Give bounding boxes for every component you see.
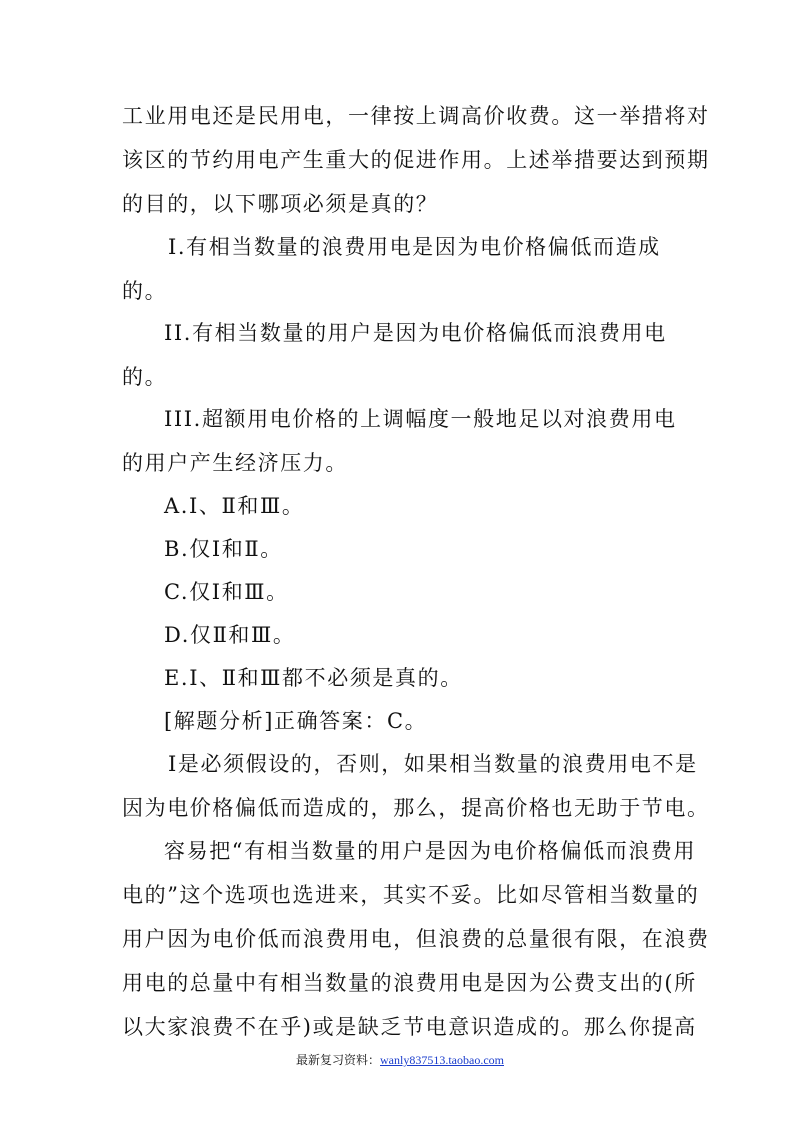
option-a: A.Ⅰ、Ⅱ和Ⅲ。 [164,494,305,518]
analysis-line: 用户因为电价低而浪费用电，但浪费的总量很有限，在浪费 [122,927,710,951]
body-line: 工业用电还是民用电，一律按上调高价收费。这一举措将对 [122,104,710,128]
analysis-line: 容易把“有相当数量的用户是因为电价格偏低而浪费用 [164,839,697,863]
footer-link[interactable]: wanly837513.taobao.com [380,1053,504,1067]
option-d: D.仅Ⅱ和Ⅲ。 [164,623,296,647]
statement-2-line: 的。 [122,365,168,389]
page-footer [0,1052,800,1068]
option-b: B.仅Ⅰ和Ⅱ。 [164,537,283,561]
analysis-line: 电的”这个选项也选进来，其实不妥。比如尽管相当数量的 [122,883,700,907]
body-line: 该区的节约用电产生重大的促进作用。上述举措要达到预期 [122,148,710,172]
body-line: 的目的，以下哪项必须是真的？ [122,192,439,216]
statement-3-line: 的用户产生经济压力。 [122,451,348,475]
statement-3-line: III.超额用电价格的上调幅度一般地足以对浪费用电 [164,407,677,431]
answer-heading: [解题分析]正确答案：C。 [164,709,428,733]
option-e: E.Ⅰ、Ⅱ和Ⅲ都不必须是真的。 [164,666,463,690]
statement-2-line: II.有相当数量的用户是因为电价格偏低而浪费用电 [164,321,667,345]
analysis-line: 用电的总量中有相当数量的浪费用电是因为公费支出的(所 [122,971,697,995]
footer-label: 最新复习资料： [296,1053,381,1067]
analysis-line: Ⅰ是必须假设的，否则，如果相当数量的浪费用电不是 [168,752,698,776]
statement-1-line: Ⅰ.有相当数量的浪费用电是因为电价格偏低而造成 [168,235,661,259]
statement-1-line: 的。 [122,279,168,303]
option-c: C.仅Ⅰ和Ⅲ。 [164,580,289,604]
analysis-line: 以大家浪费不在乎)或是缺乏节电意识造成的。那么你提高 [122,1015,697,1039]
analysis-line: 因为电价格偏低而造成的，那么，提高价格也无助于节电。 [122,796,710,820]
